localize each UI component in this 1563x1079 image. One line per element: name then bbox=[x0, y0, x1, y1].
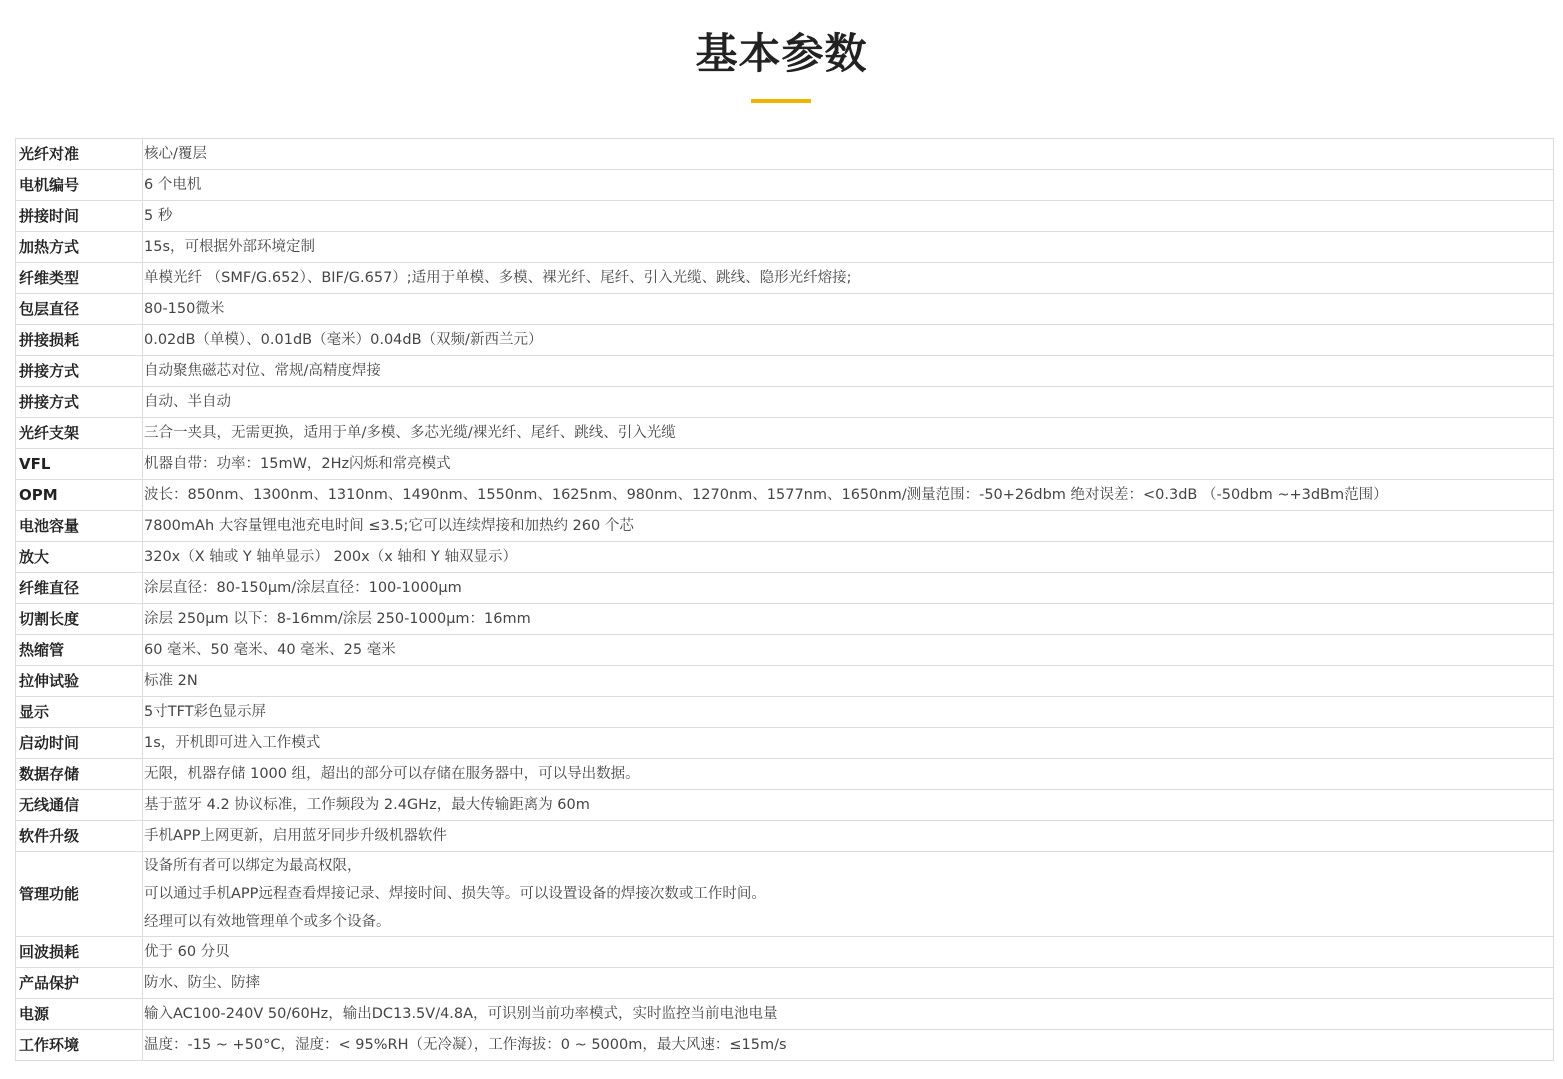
spec-label: 产品保护 bbox=[16, 968, 143, 999]
spec-label: 电池容量 bbox=[16, 511, 143, 542]
table-row bbox=[16, 1030, 1554, 1061]
spec-label: 拼接损耗 bbox=[16, 325, 143, 356]
table-row bbox=[16, 697, 1554, 728]
table-row bbox=[16, 356, 1554, 387]
spec-value: 涂层 250μm 以下：8-16mm/涂层 250-1000μm：16mm bbox=[143, 604, 1554, 635]
spec-label: 拉伸试验 bbox=[16, 666, 143, 697]
title-underline bbox=[751, 99, 811, 103]
spec-value: 5寸TFT彩色显示屏 bbox=[143, 697, 1554, 728]
spec-label: VFL bbox=[16, 449, 143, 480]
spec-value: 核心/覆层 bbox=[143, 139, 1554, 170]
page-title: 基本参数 bbox=[695, 29, 868, 78]
spec-value: 80-150微米 bbox=[143, 294, 1554, 325]
spec-value: 波长：850nm、1300nm、1310nm、1490nm、1550nm、1625nm、980nm、1270nm、1577nm、1650nm/测量范围：-50+26dbm 绝对误差：<0.3dB （-50dbm ~+3dBm范围） bbox=[143, 480, 1554, 511]
spec-label: 软件升级 bbox=[16, 821, 143, 852]
table-row bbox=[16, 666, 1554, 697]
table-row bbox=[16, 573, 1554, 604]
table-row bbox=[16, 139, 1554, 170]
spec-label: 启动时间 bbox=[16, 728, 143, 759]
spec-value: 6 个电机 bbox=[143, 170, 1554, 201]
spec-value: 温度：-15 ~ +50°C，湿度：< 95%RH（无冷凝），工作海拔：0 ~ 5000m，最大风速：≤15m/s bbox=[143, 1030, 1554, 1061]
spec-value-line: 设备所有者可以绑定为最高权限， bbox=[144, 858, 362, 874]
table-row bbox=[16, 604, 1554, 635]
spec-value: 手机APP上网更新，启用蓝牙同步升级机器软件 bbox=[143, 821, 1554, 852]
spec-label: 拼接时间 bbox=[16, 201, 143, 232]
table-row bbox=[16, 387, 1554, 418]
spec-label: 显示 bbox=[16, 697, 143, 728]
spec-label: 拼接方式 bbox=[16, 356, 143, 387]
spec-value-line: 经理可以有效地管理单个或多个设备。 bbox=[144, 914, 391, 930]
spec-value: 320x（X 轴或 Y 轴单显示） 200x（x 轴和 Y 轴双显示） bbox=[143, 542, 1554, 573]
spec-label: 拼接方式 bbox=[16, 387, 143, 418]
spec-value: 无限，机器存储 1000 组，超出的部分可以存储在服务器中，可以导出数据。 bbox=[143, 759, 1554, 790]
spec-label: 回波损耗 bbox=[16, 937, 143, 968]
spec-value: 自动聚焦磁芯对位、常规/高精度焊接 bbox=[143, 356, 1554, 387]
spec-label: 光纤支架 bbox=[16, 418, 143, 449]
spec-value-multiline bbox=[143, 852, 1554, 937]
spec-value: 单模光纤 （SMF/G.652）、BIF/G.657）;适用于单模、多模、裸光纤、尾纤、引入光缆、跳线、隐形光纤熔接; bbox=[143, 263, 1554, 294]
spec-label: 工作环境 bbox=[16, 1030, 143, 1061]
spec-label: 数据存储 bbox=[16, 759, 143, 790]
table-row bbox=[16, 937, 1554, 968]
spec-value: 1s，开机即可进入工作模式 bbox=[143, 728, 1554, 759]
table-row bbox=[16, 759, 1554, 790]
spec-label: 纤维直径 bbox=[16, 573, 143, 604]
spec-value: 0.02dB（单模）、0.01dB（毫米）0.04dB（双频/新西兰元） bbox=[143, 325, 1554, 356]
spec-value: 涂层直径：80-150μm/涂层直径：100-1000μm bbox=[143, 573, 1554, 604]
spec-label: 电机编号 bbox=[16, 170, 143, 201]
table-row bbox=[16, 480, 1554, 511]
spec-label: 放大 bbox=[16, 542, 143, 573]
spec-value: 标准 2N bbox=[143, 666, 1554, 697]
spec-label: 管理功能 bbox=[16, 852, 143, 937]
table-row bbox=[16, 999, 1554, 1030]
table-row bbox=[16, 821, 1554, 852]
table-row bbox=[16, 170, 1554, 201]
spec-value: 7800mAh 大容量锂电池充电时间 ≤3.5;它可以连续焊接和加热约 260 个芯 bbox=[143, 511, 1554, 542]
spec-value: 60 毫米、50 毫米、40 毫米、25 毫米 bbox=[143, 635, 1554, 666]
spec-value: 三合一夹具，无需更换，适用于单/多模、多芯光缆/裸光纤、尾纤、跳线、引入光缆 bbox=[143, 418, 1554, 449]
spec-value: 输入AC100-240V 50/60Hz，输出DC13.5V/4.8A，可识别当前功率模式，实时监控当前电池电量 bbox=[143, 999, 1554, 1030]
table-row bbox=[16, 201, 1554, 232]
spec-label: 无线通信 bbox=[16, 790, 143, 821]
table-row bbox=[16, 294, 1554, 325]
spec-value: 防水、防尘、防摔 bbox=[143, 968, 1554, 999]
spec-value: 自动、半自动 bbox=[143, 387, 1554, 418]
table-row bbox=[16, 418, 1554, 449]
spec-label: OPM bbox=[16, 480, 143, 511]
table-row bbox=[16, 728, 1554, 759]
table-row bbox=[16, 968, 1554, 999]
spec-label: 电源 bbox=[16, 999, 143, 1030]
spec-label: 加热方式 bbox=[16, 232, 143, 263]
spec-value: 优于 60 分贝 bbox=[143, 937, 1554, 968]
spec-value-line: 可以通过手机APP远程查看焊接记录、焊接时间、损失等。可以设置设备的焊接次数或工作时间。 bbox=[144, 886, 766, 902]
table-row bbox=[16, 511, 1554, 542]
spec-label: 包层直径 bbox=[16, 294, 143, 325]
spec-table bbox=[15, 138, 1554, 1061]
spec-value: 15s，可根据外部环境定制 bbox=[143, 232, 1554, 263]
spec-label: 纤维类型 bbox=[16, 263, 143, 294]
table-row bbox=[16, 542, 1554, 573]
spec-value: 基于蓝牙 4.2 协议标准，工作频段为 2.4GHz，最大传输距离为 60m bbox=[143, 790, 1554, 821]
spec-value: 机器自带：功率：15mW，2Hz闪烁和常亮模式 bbox=[143, 449, 1554, 480]
spec-label: 热缩管 bbox=[16, 635, 143, 666]
table-row bbox=[16, 790, 1554, 821]
table-row bbox=[16, 449, 1554, 480]
table-row-management bbox=[16, 852, 1554, 937]
table-row bbox=[16, 635, 1554, 666]
table-row bbox=[16, 325, 1554, 356]
spec-value: 5 秒 bbox=[143, 201, 1554, 232]
spec-label: 光纤对准 bbox=[16, 139, 143, 170]
table-row bbox=[16, 232, 1554, 263]
table-row bbox=[16, 263, 1554, 294]
spec-label: 切割长度 bbox=[16, 604, 143, 635]
